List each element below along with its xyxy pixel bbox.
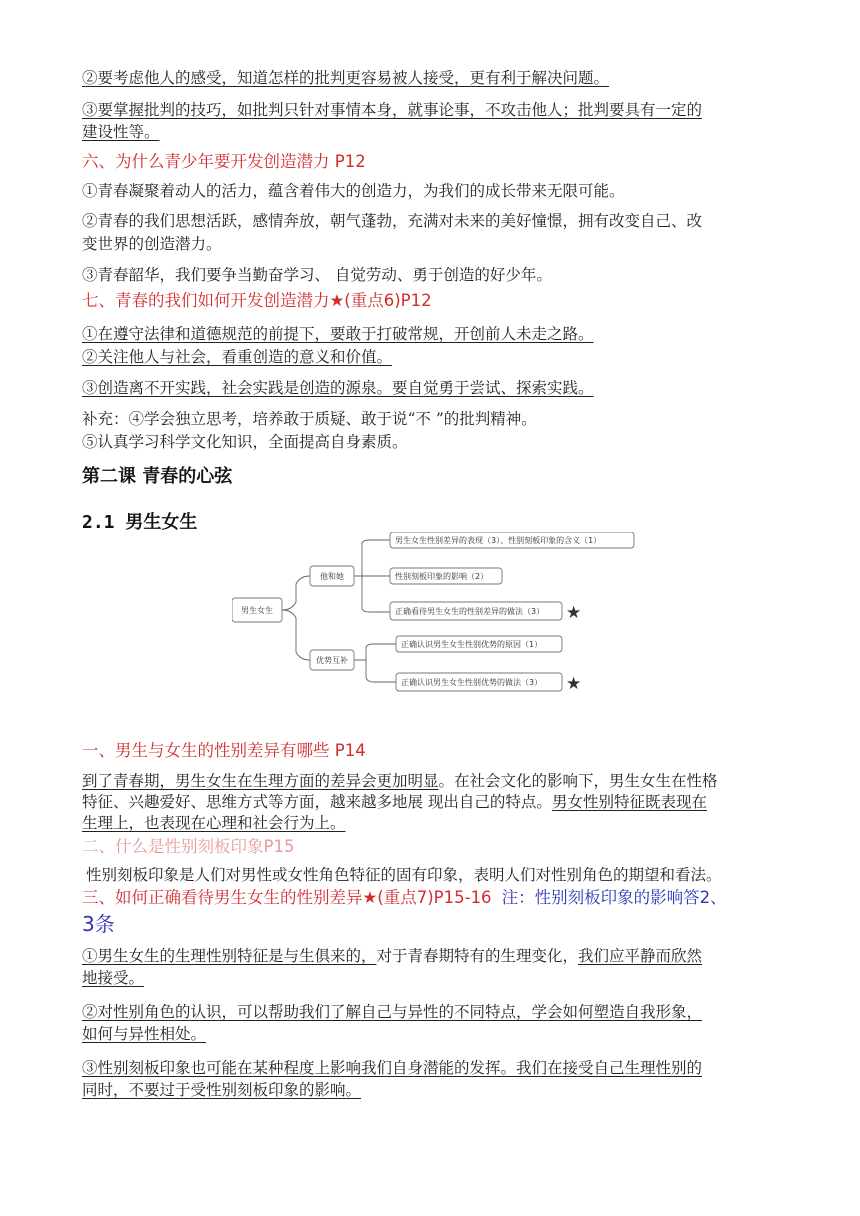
- text-line: [82, 945, 702, 967]
- mind-map-diagram: [232, 532, 640, 698]
- text-fragment: 对于青春期特有的生理变化，: [376, 947, 579, 965]
- text-line: ③性别刻板印象也可能在某种程度上影响我们自身潜能的发挥。我们在接受自己生理性别的: [82, 1059, 703, 1077]
- text-line: 建设性等。: [82, 123, 160, 141]
- mind-map-leaf-label: 正确认识男生女生性别优势的做法（3）: [401, 678, 543, 687]
- key-point: 我们应平静而欣然: [578, 947, 703, 965]
- text-line: 同时，不要过于受性别刻板印象的影响。: [82, 1081, 362, 1099]
- mind-map-leaf-label: 性别刻板印象的影响（2）: [395, 572, 489, 581]
- mind-map-root-label: 男生女生: [241, 606, 273, 615]
- text-line: 地接受。: [82, 969, 145, 987]
- text-line: ①青春凝聚着动人的活力，蕴含着伟大的创造力，为我们的成长带来无限可能。: [82, 182, 625, 200]
- text-line: ③青春韶华，我们要争当勤奋学习、 自觉劳动、勇于创造的好少年。: [82, 266, 552, 284]
- star-icon: ★: [566, 603, 582, 623]
- lesson-title: 第二课 青春的心弦: [82, 466, 233, 487]
- section-heading: 七、青春的我们如何开发创造潜力★(重点6)P12: [82, 291, 432, 310]
- text-line: [82, 770, 718, 792]
- text-line: ⑤认真学习科学文化知识，全面提高自身素质。: [82, 433, 408, 451]
- note-text: 3条: [82, 912, 115, 936]
- key-point: 到了青春期，男生女生在生理方面的差异会更加明显: [82, 772, 439, 790]
- text-fragment: 。在社会文化的影响下，男生女生在性格: [438, 772, 718, 790]
- text-line: 性别刻板印象是人们对男性或女性角色特征的固有印象，表明人们对性别角色的期望和看法。: [86, 866, 722, 884]
- text-line: ②要考虑他人的感受，知道怎样的批判更容易被人接受，更有利于解决问题。: [82, 69, 610, 87]
- text-fragment: 特征、兴趣爱好、思维方式等方面，越来越多地展 现出自己的特点。: [82, 793, 552, 811]
- question-heading: [82, 887, 727, 909]
- section-heading: 六、为什么青少年要开发创造潜力 P12: [82, 152, 366, 171]
- text-line: 变世界的创造潜力。: [82, 235, 222, 253]
- key-point: ①男生女生的生理性别特征是与生俱来的，: [82, 947, 377, 965]
- subsection-title: 2.1 男生女生: [82, 512, 198, 533]
- mind-map-branch-label: 优势互补: [316, 656, 348, 665]
- text-line: 生理上，也表现在心理和社会行为上。: [82, 814, 346, 832]
- question-heading: 二、什么是性别刻板印象P15: [82, 837, 295, 856]
- text-line: 如何与异性相处。: [82, 1025, 207, 1043]
- text-line: ③要掌握批判的技巧，如批判只针对事情本身，就事论事，不攻击他人；批判要具有一定的: [82, 101, 703, 119]
- mind-map-branch-label: 他和她: [320, 572, 344, 581]
- text-line: ②关注他人与社会，看重创造的意义和价值。: [82, 348, 393, 366]
- mind-map-leaf-label: 正确认识男生女生性别优势的原因（1）: [401, 640, 543, 649]
- text-line: ①在遵守法律和道德规范的前提下，要敢于打破常规，开创前人未走之路。: [82, 325, 594, 343]
- text-line: ②对性别角色的认识，可以帮助我们了解自己与异性的不同特点，学会如何塑造自我形象，: [82, 1003, 703, 1021]
- text-line: 补充：④学会独立思考，培养敢于质疑、敢于说“不 ”的批判精神。: [82, 410, 537, 428]
- note-text: 注：性别刻板印象的影响答2、: [501, 888, 727, 907]
- mind-map-leaf-label: 男生女生性别差异的表现（3）、性别刻板印象的含义（1）: [395, 536, 602, 545]
- text-line: ③创造离不开实践，社会实践是创造的源泉。要自觉勇于尝试、探索实践。: [82, 379, 594, 397]
- question-heading: 一、男生与女生的性别差异有哪些 P14: [82, 741, 366, 760]
- mind-map-leaf-label: 正确看待男生女生的性别差异的做法（3）: [395, 607, 545, 616]
- text-line: ②青春的我们思想活跃，感情奔放，朝气蓬勃，充满对未来的美好憧憬，拥有改变自己、改: [82, 212, 703, 230]
- text-line: [82, 791, 707, 813]
- key-point: 男女性别特征既表现在: [551, 793, 707, 811]
- question-heading-text: 三、如何正确看待男生女生的性别差异★(重点7)P15-16: [82, 888, 492, 907]
- star-icon: ★: [566, 674, 582, 694]
